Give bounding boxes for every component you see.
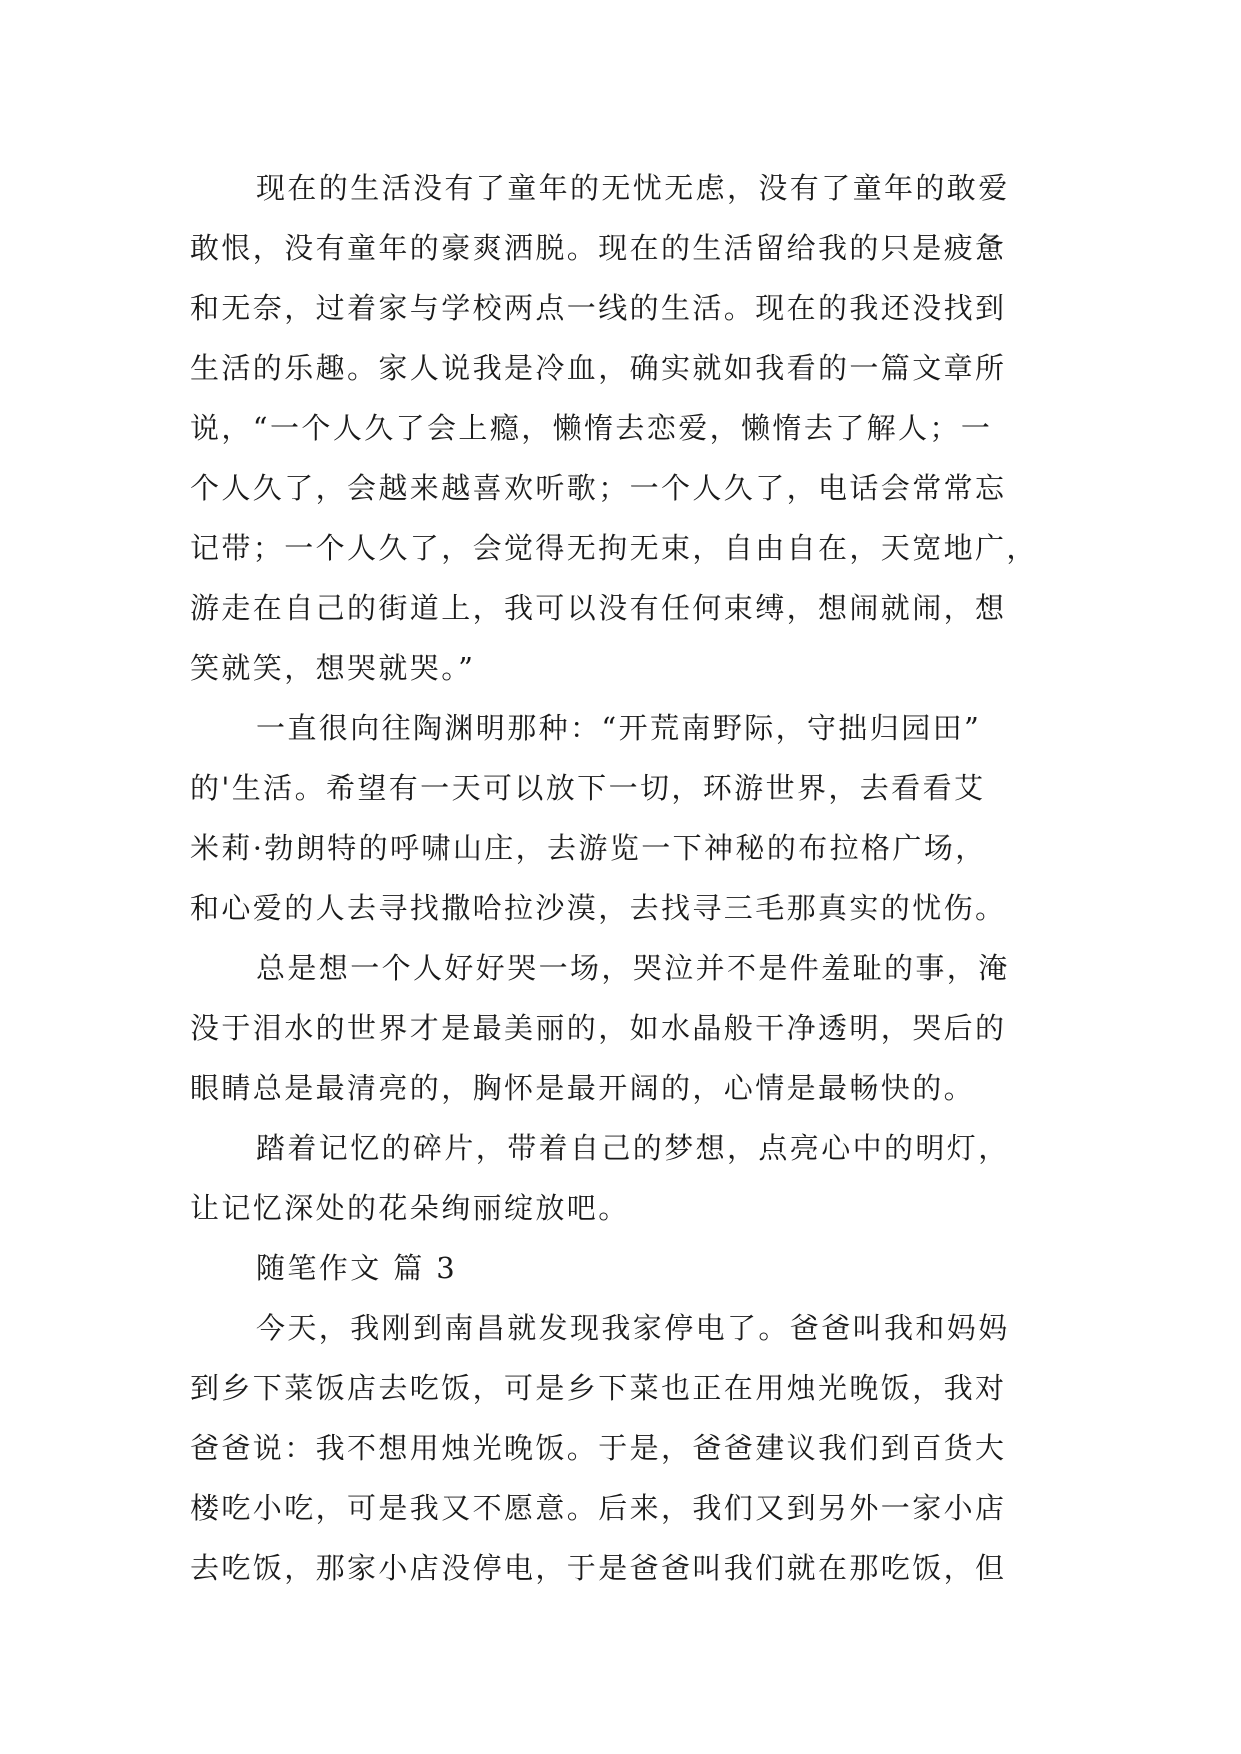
text-line: 楼吃小吃，可是我又不愿意。后来，我们又到另外一家小店 <box>190 1491 1007 1525</box>
paragraph-3 <box>190 938 1070 1118</box>
text-line: 爸爸说：我不想用烛光晚饭。于是，爸爸建议我们到百货大 <box>190 1431 1007 1465</box>
section-heading <box>190 1238 1070 1298</box>
paragraph-2 <box>190 698 1070 938</box>
text-line: 让记忆深处的花朵绚丽绽放吧。 <box>190 1191 630 1225</box>
section-title: 随笔作文 篇 3 <box>256 1251 458 1285</box>
text-line: 记带；一个人久了，会觉得无拘无束，自由自在，天宽地广， <box>190 531 1038 565</box>
text-line: 笑就笑，想哭就哭。” <box>190 651 476 685</box>
document-body <box>190 158 1070 1598</box>
paragraph-1 <box>190 158 1070 698</box>
text-line: 敢恨，没有童年的豪爽洒脱。现在的生活留给我的只是疲惫 <box>190 231 1007 265</box>
text-line: 米莉·勃朗特的呼啸山庄，去游览一下神秘的布拉格广场， <box>190 831 987 865</box>
text-line: 总是想一个人好好哭一场，哭泣并不是件羞耻的事，淹 <box>256 951 1010 985</box>
paragraph-4 <box>190 1118 1070 1238</box>
text-line: 没于泪水的世界才是最美丽的，如水晶般干净透明，哭后的 <box>190 1011 1007 1045</box>
text-line: 和无奈，过着家与学校两点一线的生活。现在的我还没找到 <box>190 291 1007 325</box>
text-line: 和心爱的人去寻找撒哈拉沙漠，去找寻三毛那真实的忧伤。 <box>190 891 1007 925</box>
text-line: 到乡下菜饭店去吃饭，可是乡下菜也正在用烛光晚饭，我对 <box>190 1371 1007 1405</box>
text-line: 现在的生活没有了童年的无忧无虑，没有了童年的敢爱 <box>256 171 1010 205</box>
text-line: 今天，我刚到南昌就发现我家停电了。爸爸叫我和妈妈 <box>256 1311 1010 1345</box>
text-line: 眼睛总是最清亮的，胸怀是最开阔的，心情是最畅快的。 <box>190 1071 976 1105</box>
text-line: 游走在自己的街道上，我可以没有任何束缚，想闹就闹，想 <box>190 591 1007 625</box>
text-line: 生活的乐趣。家人说我是冷血，确实就如我看的一篇文章所 <box>190 351 1007 385</box>
text-line: 说，“一个人久了会上瘾，懒惰去恋爱，懒惰去了解人；一 <box>190 411 993 445</box>
text-line: 去吃饭，那家小店没停电，于是爸爸叫我们就在那吃饭，但 <box>190 1551 1007 1585</box>
text-line: 的'生活。希望有一天可以放下一切，环游世界，去看看艾 <box>190 771 986 805</box>
text-line: 个人久了，会越来越喜欢听歌；一个人久了，电话会常常忘 <box>190 471 1007 505</box>
text-line: 一直很向往陶渊明那种：“开荒南野际，守拙归园田” <box>256 711 982 745</box>
paragraph-5 <box>190 1298 1070 1598</box>
text-line: 踏着记忆的碎片，带着自己的梦想，点亮心中的明灯， <box>256 1131 1010 1165</box>
